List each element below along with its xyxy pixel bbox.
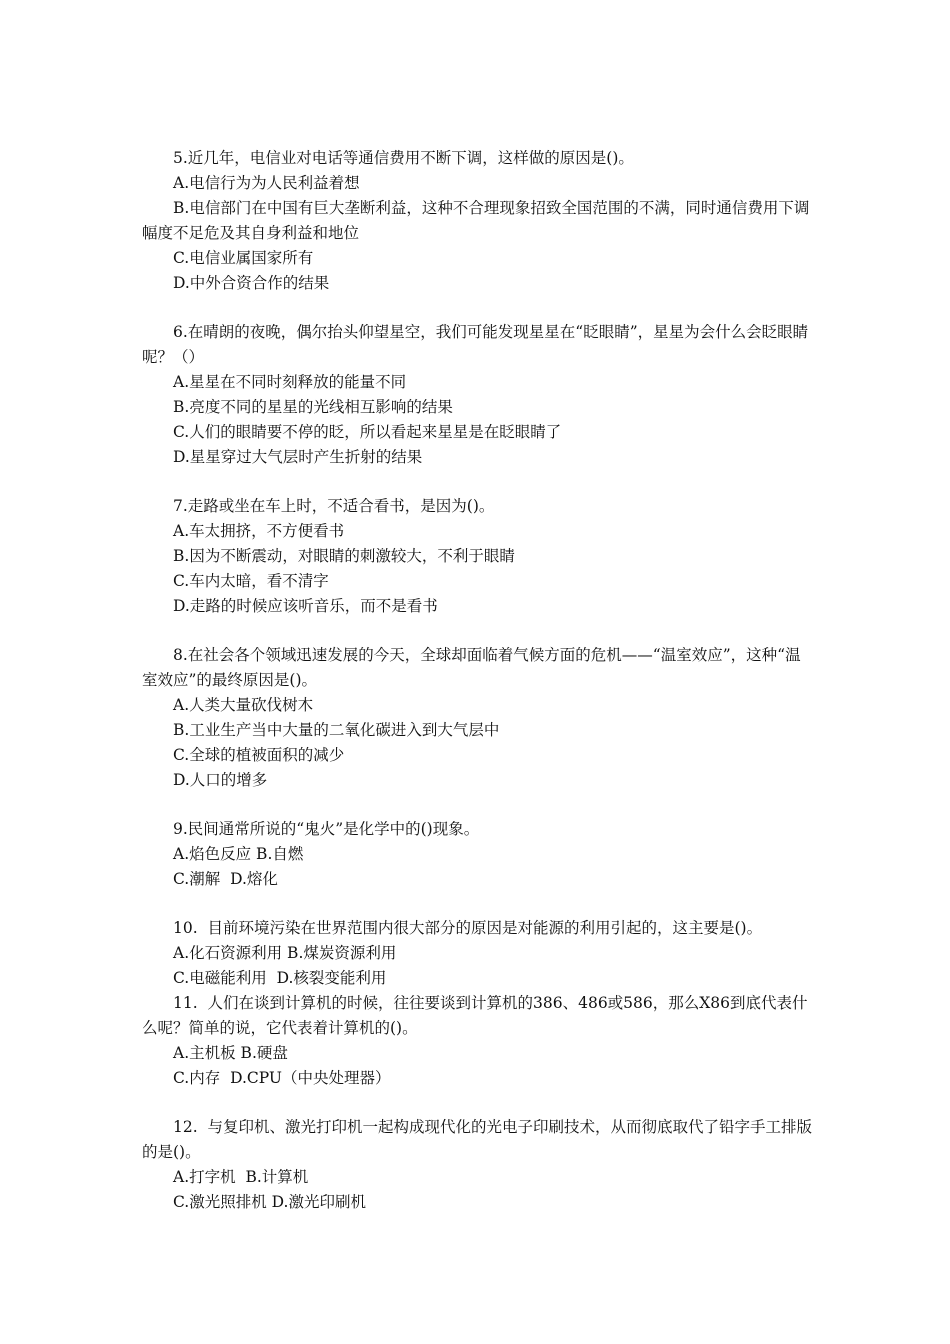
question-stem: 8.在社会各个领域迅速发展的今天，全球却面临着气候方面的危机——“温室效应”，这种“温室效应”的最终原因是()。 [142, 646, 801, 689]
option-d: D.走路的时候应该听音乐，而不是看书 [173, 597, 438, 615]
option-d: D.中外合资合作的结果 [173, 274, 330, 292]
question-stem: 12. 与复印机、激光打印机一起构成现代化的光电子印刷技术，从而彻底取代了铅字手工排版的是()。 [142, 1118, 813, 1161]
option-c-d: C.激光照排机 D.激光印刷机 [173, 1193, 366, 1211]
option-c-d: C.电磁能利用 D.核裂变能利用 [173, 969, 387, 987]
option-a: A.人类大量砍伐树木 [173, 696, 314, 714]
question-stem: 9.民间通常所说的“鬼火”是化学中的()现象。 [173, 820, 480, 838]
question-7 [142, 494, 814, 619]
question-stem: 11. 人们在谈到计算机的时候，往往要谈到计算机的386、486或586，那么X86到底代表什么呢？简单的说，它代表着计算机的()。 [142, 994, 808, 1037]
option-c-d: C.内存 D.CPU（中央处理器） [173, 1069, 391, 1087]
option-c: C.全球的植被面积的减少 [173, 746, 345, 764]
option-c: C.人们的眼睛要不停的眨，所以看起来星星是在眨眼睛了 [173, 423, 562, 441]
option-c: C.电信业属国家所有 [173, 249, 314, 267]
option-a: A.星星在不同时刻释放的能量不同 [173, 373, 407, 391]
question-8 [142, 643, 814, 793]
option-a-b: A.焰色反应 B.自燃 [173, 845, 304, 863]
question-5 [142, 146, 814, 296]
option-a-b: A.主机板 B.硬盘 [173, 1044, 288, 1062]
question-12 [142, 1115, 814, 1215]
option-b: B.电信部门在中国有巨大垄断利益，这种不合理现象招致全国范围的不满，同时通信费用下调幅度不足危及其自身利益和地位 [142, 199, 810, 242]
option-c: C.车内太暗，看不清字 [173, 572, 329, 590]
question-6 [142, 320, 814, 470]
option-a: A.电信行为为人民利益着想 [173, 174, 360, 192]
option-a-b: A.化石资源利用 B.煤炭资源利用 [173, 944, 397, 962]
question-stem: 5.近几年，电信业对电话等通信费用不断下调，这样做的原因是()。 [173, 149, 634, 167]
option-d: D.星星穿过大气层时产生折射的结果 [173, 448, 423, 466]
option-d: D.人口的增多 [173, 771, 268, 789]
question-10 [142, 916, 814, 991]
option-b: B.因为不断震动，对眼睛的刺激较大，不利于眼睛 [173, 547, 515, 565]
option-b: B.工业生产当中大量的二氧化碳进入到大气层中 [173, 721, 500, 739]
question-list [142, 146, 814, 1215]
question-stem: 6.在晴朗的夜晚，偶尔抬头仰望星空，我们可能发现星星在“眨眼睛”，星星为会什么会眨眼睛呢？（） [142, 323, 809, 366]
question-9 [142, 817, 814, 892]
option-a-b: A.打字机 B.计算机 [173, 1168, 309, 1186]
question-11 [142, 991, 814, 1091]
option-c-d: C.潮解 D.熔化 [173, 870, 278, 888]
option-a: A.车太拥挤，不方便看书 [173, 522, 345, 540]
question-stem: 10. 目前环境污染在世界范围内很大部分的原因是对能源的利用引起的，这主要是()。 [173, 919, 763, 937]
option-b: B.亮度不同的星星的光线相互影响的结果 [173, 398, 453, 416]
question-stem: 7.走路或坐在车上时，不适合看书，是因为()。 [173, 497, 495, 515]
